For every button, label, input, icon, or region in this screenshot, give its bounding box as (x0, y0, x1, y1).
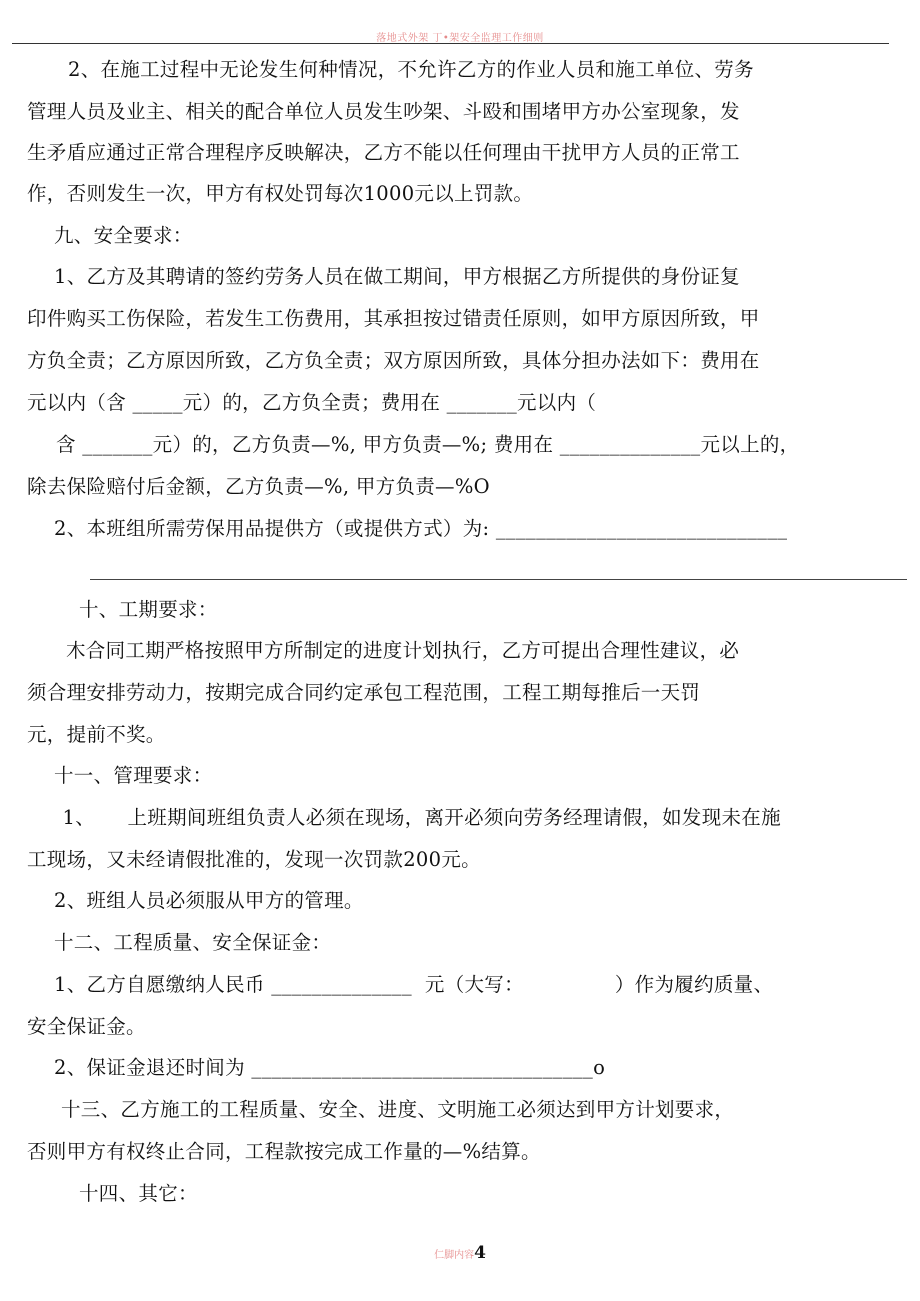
body-line: 2、本班组所需劳保用品提供方（或提供方式）为: _____________________________ (28, 517, 788, 540)
body-line: 安全保证金。 (27, 1015, 146, 1038)
body-line: 2、在施工过程中无论发生何种情况，不允许乙方的作业人员和施工单位、劳务 (55, 58, 754, 81)
page-footer (0, 1243, 920, 1263)
body-line: 2、保证金退还时间为 __________________________________o (28, 1056, 606, 1079)
body-line: 1、乙方自愿缴纳人民币 ______________ 元（大写： ）作为履约质量、 (28, 973, 774, 996)
body-line: 元，提前不奖。 (27, 723, 166, 746)
body-line: 木合同工期严格按照甲方所制定的进度计划执行，乙方可提出合理性建议，必 (40, 639, 740, 662)
section-heading: 十、工期要求： (40, 598, 218, 621)
section-heading: 九、安全要求： (28, 224, 193, 247)
body-line: 须合理安排劳动力，按期完成合同约定承包工程范围，工程工期每推后一天罚 (27, 681, 701, 704)
body-line: 方负全责；乙方原因所致，乙方负全责；双方原因所致，具体分担办法如下：费用在 (27, 349, 760, 372)
page-header-text: 落地式外架 丁•架安全监理工作细则 (376, 33, 544, 44)
body-line: 1、 上班期间班组负责人必须在现场，离开必须向劳务经理请假，如发现未在施 (30, 806, 781, 829)
body-line: 含 _______元）的，乙方负责—%, 甲方负责—%; 费用在 ______________元以上的， (30, 433, 800, 456)
body-line: 工现场，又未经请假批准的，发现一次罚款200元。 (27, 848, 481, 871)
section-heading: 十一、管理要求： (28, 764, 213, 787)
section-heading: 十四、其它： (40, 1182, 198, 1205)
body-line: 印件购买工伤保险，若发生工伤费用，其承担按过错责任原则，如甲方原因所致，甲 (27, 307, 760, 330)
section-heading: 十三、乙方施工的工程质量、安全、进度、文明施工必须达到甲方计划要求， (35, 1098, 735, 1121)
body-line: 生矛盾应通过正常合理程序反映解决，乙方不能以任何理由干扰甲方人员的正常工 (27, 141, 740, 164)
page-number: 4 (474, 1243, 486, 1263)
body-line: 作，否则发生一次，甲方有权处罚每次1000元以上罚款。 (27, 182, 534, 205)
body-line: 管理人员及业主、相关的配合单位人员发生吵架、斗殴和围堵甲方办公室现象，发 (27, 100, 740, 123)
body-line: 1、乙方及其聘请的签约劳务人员在做工期间，甲方根据乙方所提供的身份证复 (28, 265, 740, 288)
footer-text: 仁脚内容 (434, 1250, 475, 1261)
body-line: 否则甲方有权终止合同，工程款按完成工作量的—%结算。 (27, 1140, 541, 1163)
body-line: 元以内（含 _____元）的，乙方负全责；费用在 _______元以内（ (27, 391, 597, 414)
body-line: 除去保险赔付后金额，乙方负责—%, 甲方负责—%O (27, 475, 490, 498)
section-divider (90, 579, 907, 580)
body-line: 2、班组人员必须服从甲方的管理。 (28, 889, 364, 912)
section-heading: 十二、工程质量、安全保证金： (28, 931, 332, 954)
header-rule (12, 43, 889, 44)
